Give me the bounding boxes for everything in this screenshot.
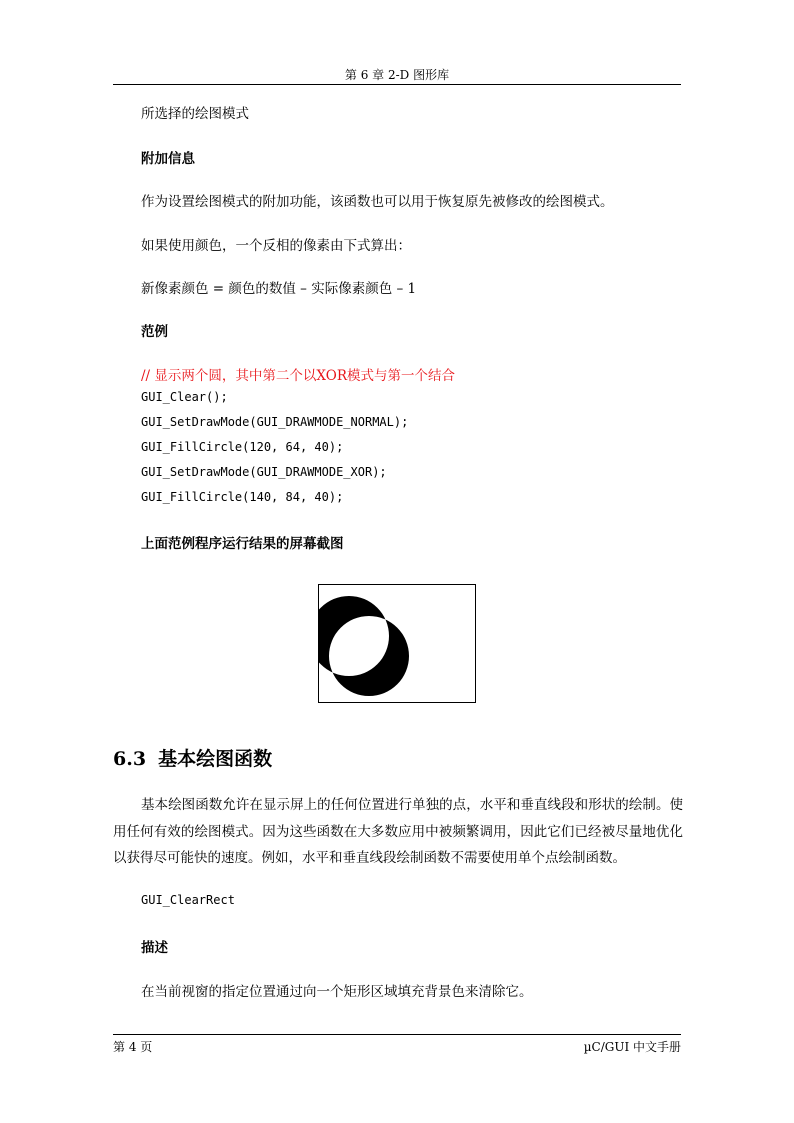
section-paragraph: 基本绘图函数允许在显示屏上的任何位置进行单独的点，水平和垂直线段和形状的绘制。使用任何有效的绘图模式。因为这些函数在大多数应用中被频繁调用，因此它们已经被尽量地优化以获得尽可能快的速度。例如，水平和垂直线段绘制函数不需要使用单个点绘制函数。 xyxy=(113,797,683,866)
heading-example: 范例 xyxy=(141,324,168,340)
code-line: GUI_FillCircle(140, 84, 40); xyxy=(141,490,344,504)
inverse-pixel-text: 如果使用颜色，一个反相的像素由下式算出： xyxy=(141,238,411,254)
code-line: GUI_FillCircle(120, 64, 40); xyxy=(141,440,344,454)
section-heading xyxy=(113,744,272,771)
heading-description: 描述 xyxy=(141,940,168,956)
heading-screenshot: 上面范例程序运行结果的屏幕截图 xyxy=(141,536,344,552)
manual-title: µC/GUI 中文手册 xyxy=(583,1040,681,1054)
section-title: 基本绘图函数 xyxy=(158,748,273,770)
code-line: GUI_SetDrawMode(GUI_DRAWMODE_NORMAL); xyxy=(141,415,409,429)
inverse-formula: 新像素颜色 = 颜色的数值 – 实际像素颜色 – 1 xyxy=(141,281,417,297)
xor-circles-screenshot xyxy=(318,584,476,703)
header-rule xyxy=(113,84,681,85)
xor-circles-graphic xyxy=(319,585,475,702)
return-value-text: 所选择的绘图模式 xyxy=(141,106,249,122)
code-line: GUI_SetDrawMode(GUI_DRAWMODE_XOR); xyxy=(141,465,387,479)
section-number: 6.3 xyxy=(113,748,147,770)
code-comment: // 显示两个圆，其中第二个以XOR模式与第一个结合 xyxy=(141,368,455,384)
chapter-header: 第 6 章 2-D 图形库 xyxy=(344,68,450,82)
function-name: GUI_ClearRect xyxy=(141,893,235,907)
footer-rule xyxy=(113,1034,681,1035)
code-line: GUI_Clear(); xyxy=(141,390,228,404)
heading-additional-info: 附加信息 xyxy=(141,151,195,167)
description-text: 在当前视窗的指定位置通过向一个矩形区域填充背景色来清除它。 xyxy=(141,984,533,1000)
additional-info-text: 作为设置绘图模式的附加功能，该函数也可以用于恢复原先被修改的绘图模式。 xyxy=(141,194,614,210)
page-number: 第 4 页 xyxy=(113,1040,153,1054)
